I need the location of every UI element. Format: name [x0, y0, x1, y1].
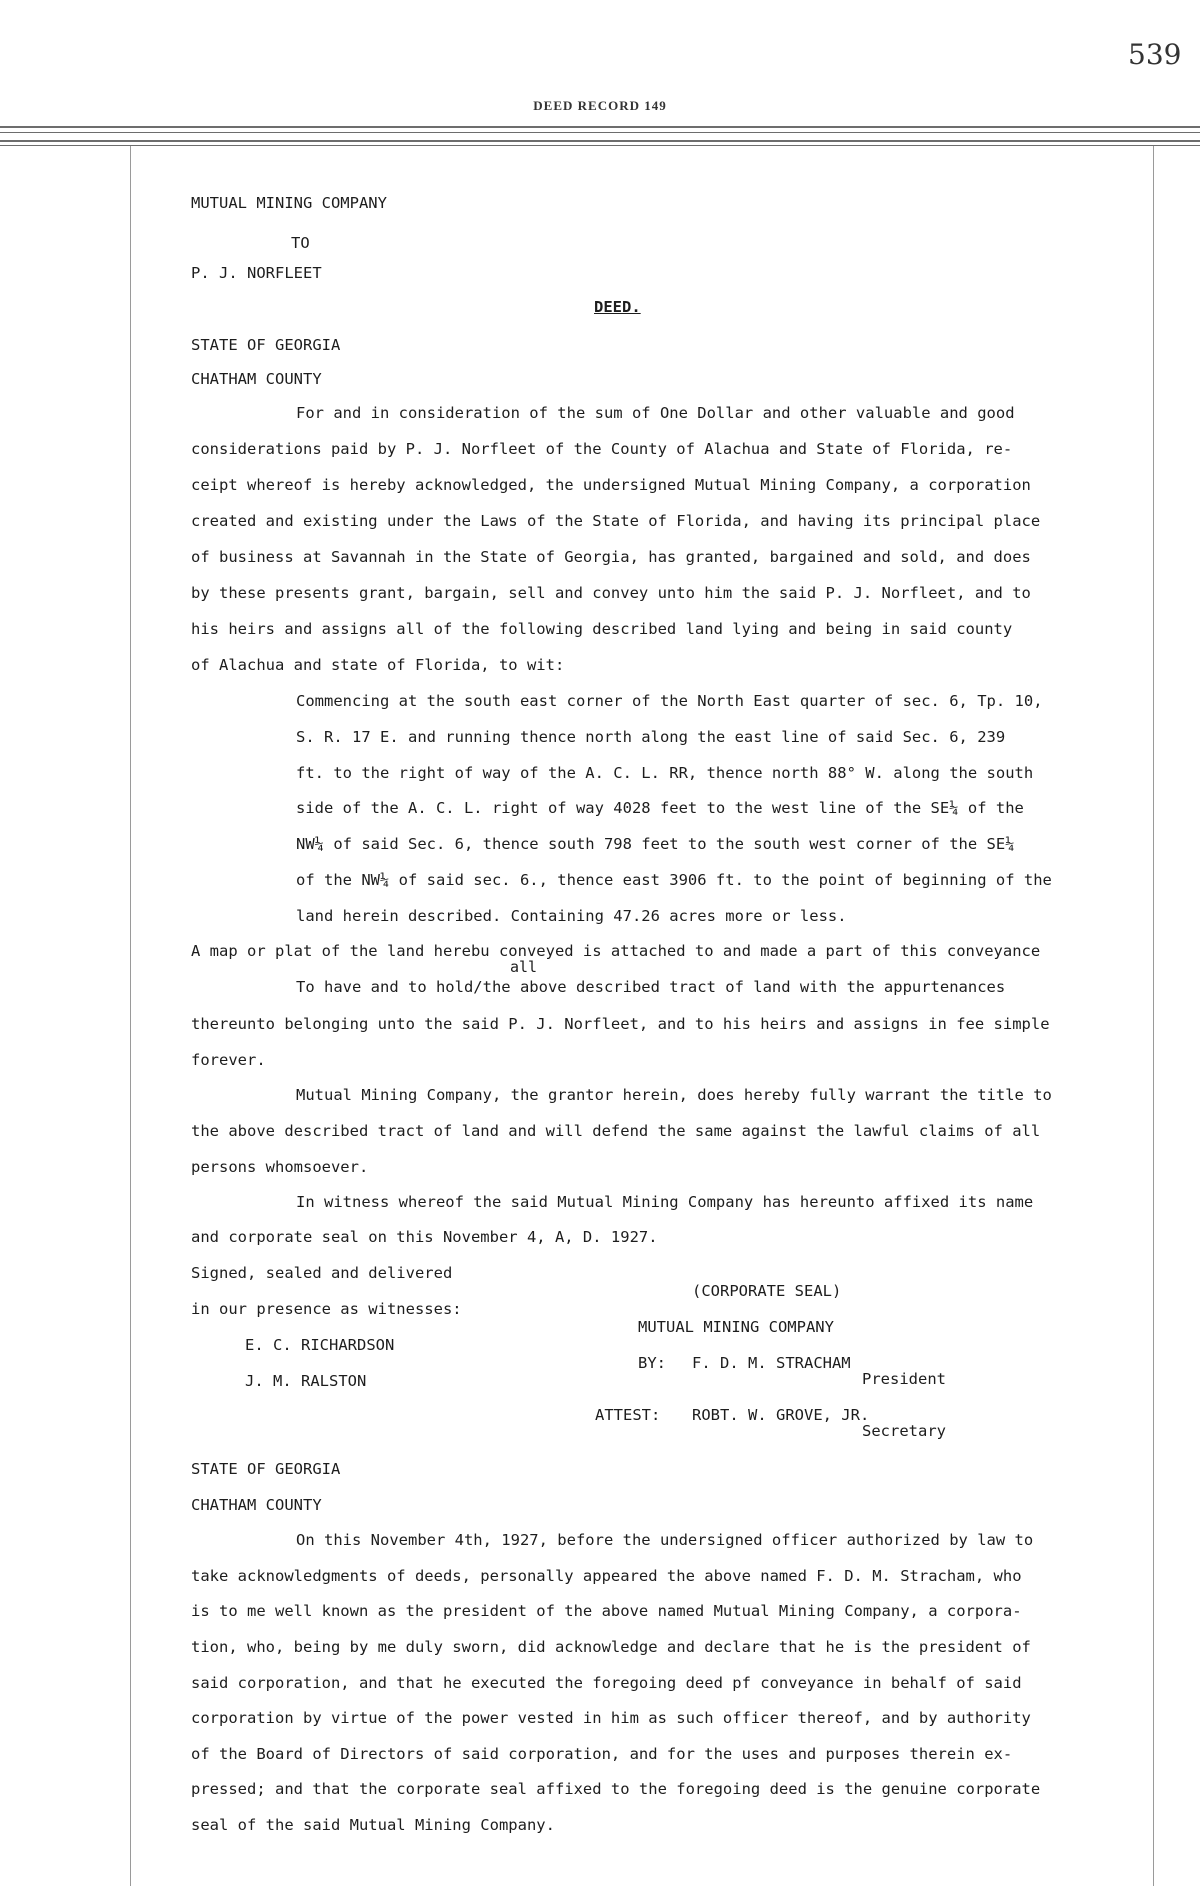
acknowledgment-line: seal of the said Mutual Mining Company.: [191, 1816, 555, 1834]
body-line: of Alachua and state of Florida, to wit:: [191, 656, 565, 674]
record-header: DEED RECORD 149: [533, 98, 667, 113]
to-label: TO: [291, 234, 310, 252]
body-line: Mutual Mining Company, the grantor herein, does hereby fully warrant the title to: [296, 1086, 1052, 1104]
acknowledgment-line: take acknowledgments of deeds, personally appeared the above named F. D. M. Stracham, who: [191, 1567, 1022, 1585]
attest-label: ATTEST:: [595, 1406, 661, 1424]
body-line: In witness whereof the said Mutual Mining Company has hereunto affixed its name: [296, 1193, 1034, 1211]
body-line: considerations paid by P. J. Norfleet of the County of Alachua and State of Florida, re-: [191, 440, 1013, 458]
acknowledgment-line: tion, who, being by me duly sworn, did acknowledge and declare that he is the president of: [191, 1638, 1031, 1656]
president-name: F. D. M. STRACHAM: [692, 1354, 851, 1372]
signed-line: Signed, sealed and delivered: [191, 1264, 453, 1282]
land-description-line: Commencing at the south east corner of the North East quarter of sec. 6, Tp. 10,: [296, 692, 1043, 710]
grantee-name: P. J. NORFLEET: [191, 264, 322, 282]
body-line: ceipt whereof is hereby acknowledged, the undersigned Mutual Mining Company, a corporation: [191, 476, 1031, 494]
body-line: thereunto belonging unto the said P. J. Norfleet, and to his heirs and assigns in fee simple: [191, 1015, 1050, 1033]
acknowledgment-line: On this November 4th, 1927, before the undersigned officer authorized by law to: [296, 1531, 1034, 1549]
body-line: To have and to hold/the above described tract of land with the appurtenances: [296, 978, 1006, 996]
acknowledgment-line: pressed; and that the corporate seal affixed to the foregoing deed is the genuine corporate: [191, 1780, 1041, 1798]
corporate-seal-label: (CORPORATE SEAL): [692, 1282, 842, 1300]
land-description-line: side of the A. C. L. right of way 4028 feet to the west line of the SE¼ of the: [296, 799, 1024, 817]
body-line: and corporate seal on this November 4, A, D. 1927.: [191, 1228, 658, 1246]
body-line: of business at Savannah in the State of Georgia, has granted, bargained and sold, and does: [191, 548, 1031, 566]
acknowledgment-line: is to me well known as the president of the above named Mutual Mining Company, a corpora-: [191, 1602, 1022, 1620]
body-line: by these presents grant, bargain, sell and convey unto him the said P. J. Norfleet, and to: [191, 584, 1031, 602]
venue-county: CHATHAM COUNTY: [191, 370, 322, 388]
interlinear-insertion: all: [510, 958, 538, 976]
president-title: President: [862, 1370, 946, 1388]
land-description-line: S. R. 17 E. and running thence north along the east line of said Sec. 6, 239: [296, 728, 1006, 746]
body-line: persons whomsoever.: [191, 1158, 369, 1176]
header-rule: [0, 126, 1200, 128]
witness-name: J. M. RALSTON: [245, 1372, 367, 1390]
body-line: his heirs and assigns all of the following described land lying and being in said county: [191, 620, 1013, 638]
body-line: For and in consideration of the sum of One Dollar and other valuable and good: [296, 404, 1015, 422]
page-number: 539: [1128, 38, 1182, 71]
venue-county: CHATHAM COUNTY: [191, 1496, 322, 1514]
header-rule: [0, 145, 1200, 146]
body-line: A map or plat of the land herebu conveyed is attached to and made a part of this conveyance: [191, 942, 1041, 960]
body-line: the above described tract of land and will defend the same against the lawful claims of all: [191, 1122, 1041, 1140]
body-line: forever.: [191, 1051, 266, 1069]
land-description-line: land herein described. Containing 47.26 acres more or less.: [296, 907, 847, 925]
right-margin-line: [1153, 146, 1154, 1886]
body-line: created and existing under the Laws of the State of Florida, and having its principal place: [191, 512, 1041, 530]
grantor-name: MUTUAL MINING COMPANY: [191, 194, 387, 212]
venue-state: STATE OF GEORGIA: [191, 336, 341, 354]
document-title: DEED.: [594, 298, 641, 316]
land-description-line: of the NW¼ of said sec. 6., thence east 3906 ft. to the point of beginning of the: [296, 871, 1052, 889]
venue-state: STATE OF GEORGIA: [191, 1460, 341, 1478]
by-label: BY:: [638, 1354, 666, 1372]
witness-name: E. C. RICHARDSON: [245, 1336, 395, 1354]
acknowledgment-line: of the Board of Directors of said corporation, and for the uses and purposes therein ex-: [191, 1745, 1013, 1763]
company-signature: MUTUAL MINING COMPANY: [638, 1318, 834, 1336]
header-rule: [0, 140, 1200, 142]
header-rule: [0, 132, 1200, 133]
secretary-title: Secretary: [862, 1422, 946, 1440]
land-description-line: NW¼ of said Sec. 6, thence south 798 feet to the south west corner of the SE¼: [296, 835, 1015, 853]
signed-line: in our presence as witnesses:: [191, 1300, 462, 1318]
acknowledgment-line: corporation by virtue of the power vested in him as such officer thereof, and by authority: [191, 1709, 1031, 1727]
land-description-line: ft. to the right of way of the A. C. L. RR, thence north 88° W. along the south: [296, 764, 1034, 782]
acknowledgment-line: said corporation, and that he executed the foregoing deed pf conveyance in behalf of said: [191, 1674, 1022, 1692]
left-margin-line: [130, 146, 131, 1886]
secretary-name: ROBT. W. GROVE, JR.: [692, 1406, 870, 1424]
